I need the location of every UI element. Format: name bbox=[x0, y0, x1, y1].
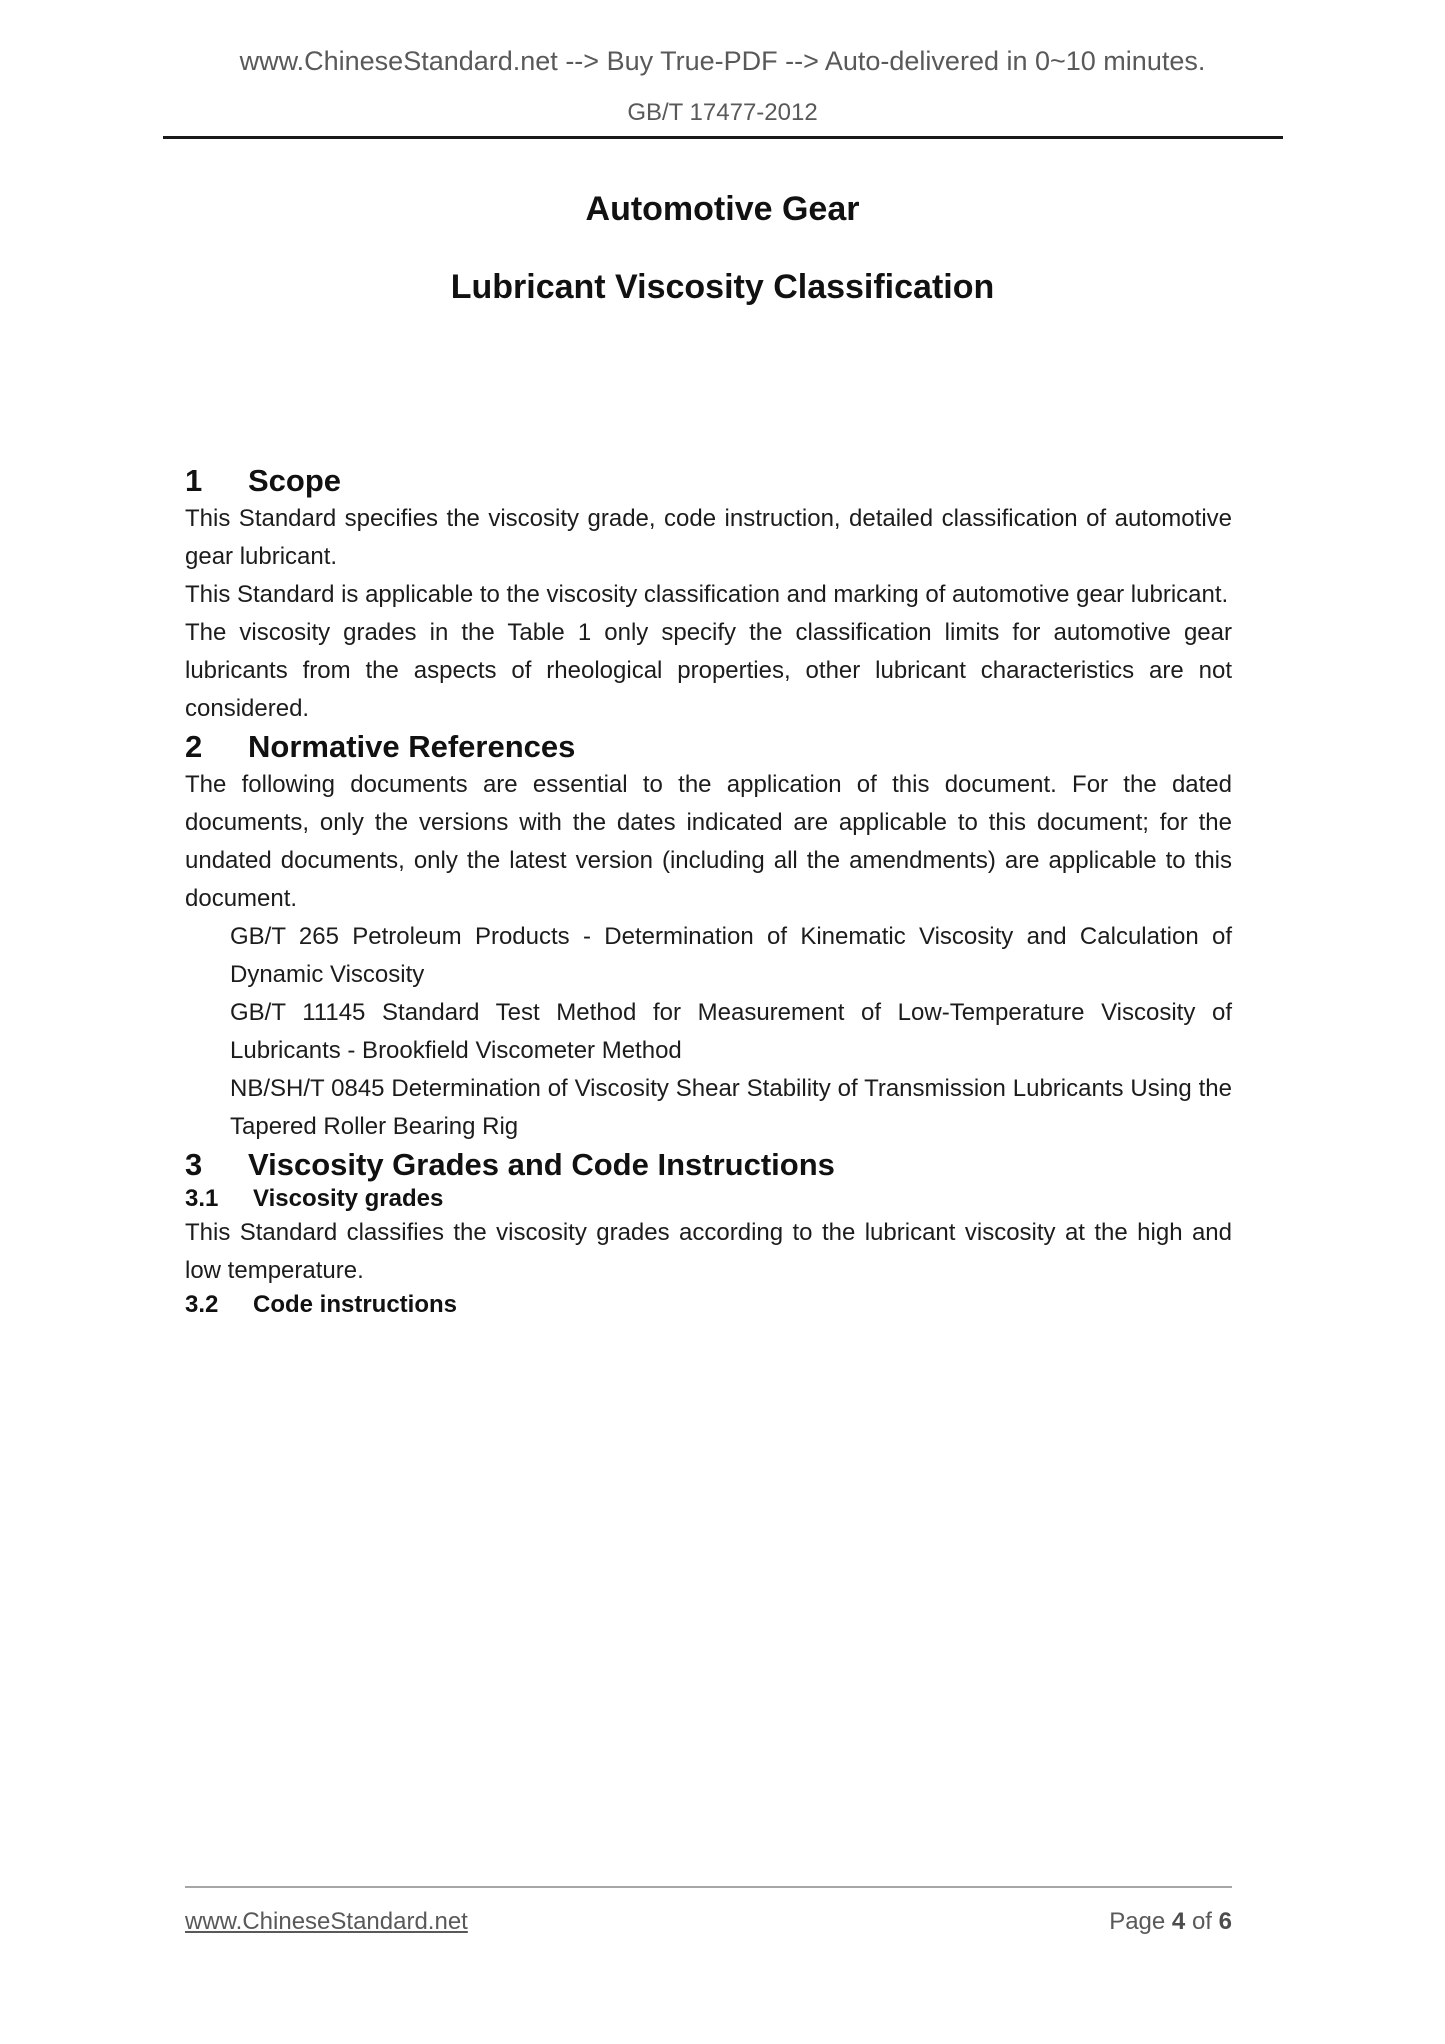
footer-site-link[interactable]: www.ChineseStandard.net bbox=[185, 1908, 468, 1935]
section-3-title: Viscosity Grades and Code Instructions bbox=[248, 1147, 835, 1182]
reference-item-2: GB/T 11145 Standard Test Method for Measurement of Low-Temperature Viscosity of Lubricants - Brookfield Viscometer Method bbox=[230, 999, 1232, 1064]
viscosity-grades-paragraph: This Standard classifies the viscosity grades according to the lubricant viscosity at the high and low temperature. bbox=[185, 1219, 1232, 1284]
page-footer bbox=[185, 1906, 1232, 1938]
scope-paragraph-1: This Standard specifies the viscosity grade, code instruction, detailed classification of automotive gear lubricant. bbox=[185, 505, 1232, 570]
subsection-3-1-number: 3.1 bbox=[185, 1185, 219, 1212]
page-of-label: of bbox=[1191, 1908, 1212, 1935]
scope-paragraph-3: The viscosity grades in the Table 1 only specify the classification limits for automotive gear lubricants from the aspects of rheological properties, other lubricant characteristics are not considered. bbox=[185, 619, 1232, 722]
normative-references-intro: The following documents are essential to the application of this document. For the dated documents, only the versions with the dates indicated are applicable to this document; for the undated documents, only the latest version (including all the amendments) are applicable to this document. bbox=[185, 771, 1232, 912]
section-1-number: 1 bbox=[185, 463, 203, 498]
footer-divider bbox=[185, 1886, 1232, 1888]
document-body bbox=[185, 0, 1232, 1320]
document-title-line-1: Automotive Gear bbox=[585, 190, 860, 228]
page-indicator bbox=[1109, 1906, 1232, 1938]
section-3-number: 3 bbox=[185, 1147, 203, 1182]
page-current-number: 4 bbox=[1171, 1908, 1186, 1935]
section-1-title: Scope bbox=[248, 463, 342, 498]
subsection-3-2-title: Code instructions bbox=[253, 1291, 458, 1318]
section-1-heading bbox=[185, 462, 1232, 500]
subsection-3-1-title: Viscosity grades bbox=[253, 1185, 444, 1212]
reference-item-1: GB/T 265 Petroleum Products - Determination of Kinematic Viscosity and Calculation of Dynamic Viscosity bbox=[230, 923, 1232, 988]
section-2-heading bbox=[185, 728, 1232, 766]
page-total-number: 6 bbox=[1218, 1908, 1232, 1935]
document-title-line-2: Lubricant Viscosity Classification bbox=[450, 268, 995, 306]
standard-code: GB/T 17477-2012 bbox=[627, 99, 818, 126]
subsection-3-2-heading bbox=[185, 1290, 1232, 1320]
header-promo-text: www.ChineseStandard.net --> Buy True-PDF --> Auto-delivered in 0~10 minutes. bbox=[239, 46, 1206, 76]
subsection-3-2-number: 3.2 bbox=[185, 1291, 219, 1318]
subsection-3-1-heading bbox=[185, 1184, 1232, 1214]
section-2-title: Normative References bbox=[248, 729, 576, 764]
page-label: Page bbox=[1109, 1908, 1166, 1935]
section-3-heading bbox=[185, 1146, 1232, 1184]
section-2-number: 2 bbox=[185, 729, 203, 764]
reference-item-3: NB/SH/T 0845 Determination of Viscosity Shear Stability of Transmission Lubricants Using the Tapered Roller Bearing Rig bbox=[230, 1075, 1232, 1140]
scope-paragraph-2: This Standard is applicable to the viscosity classification and marking of automotive gear lubricant. bbox=[185, 581, 1229, 608]
